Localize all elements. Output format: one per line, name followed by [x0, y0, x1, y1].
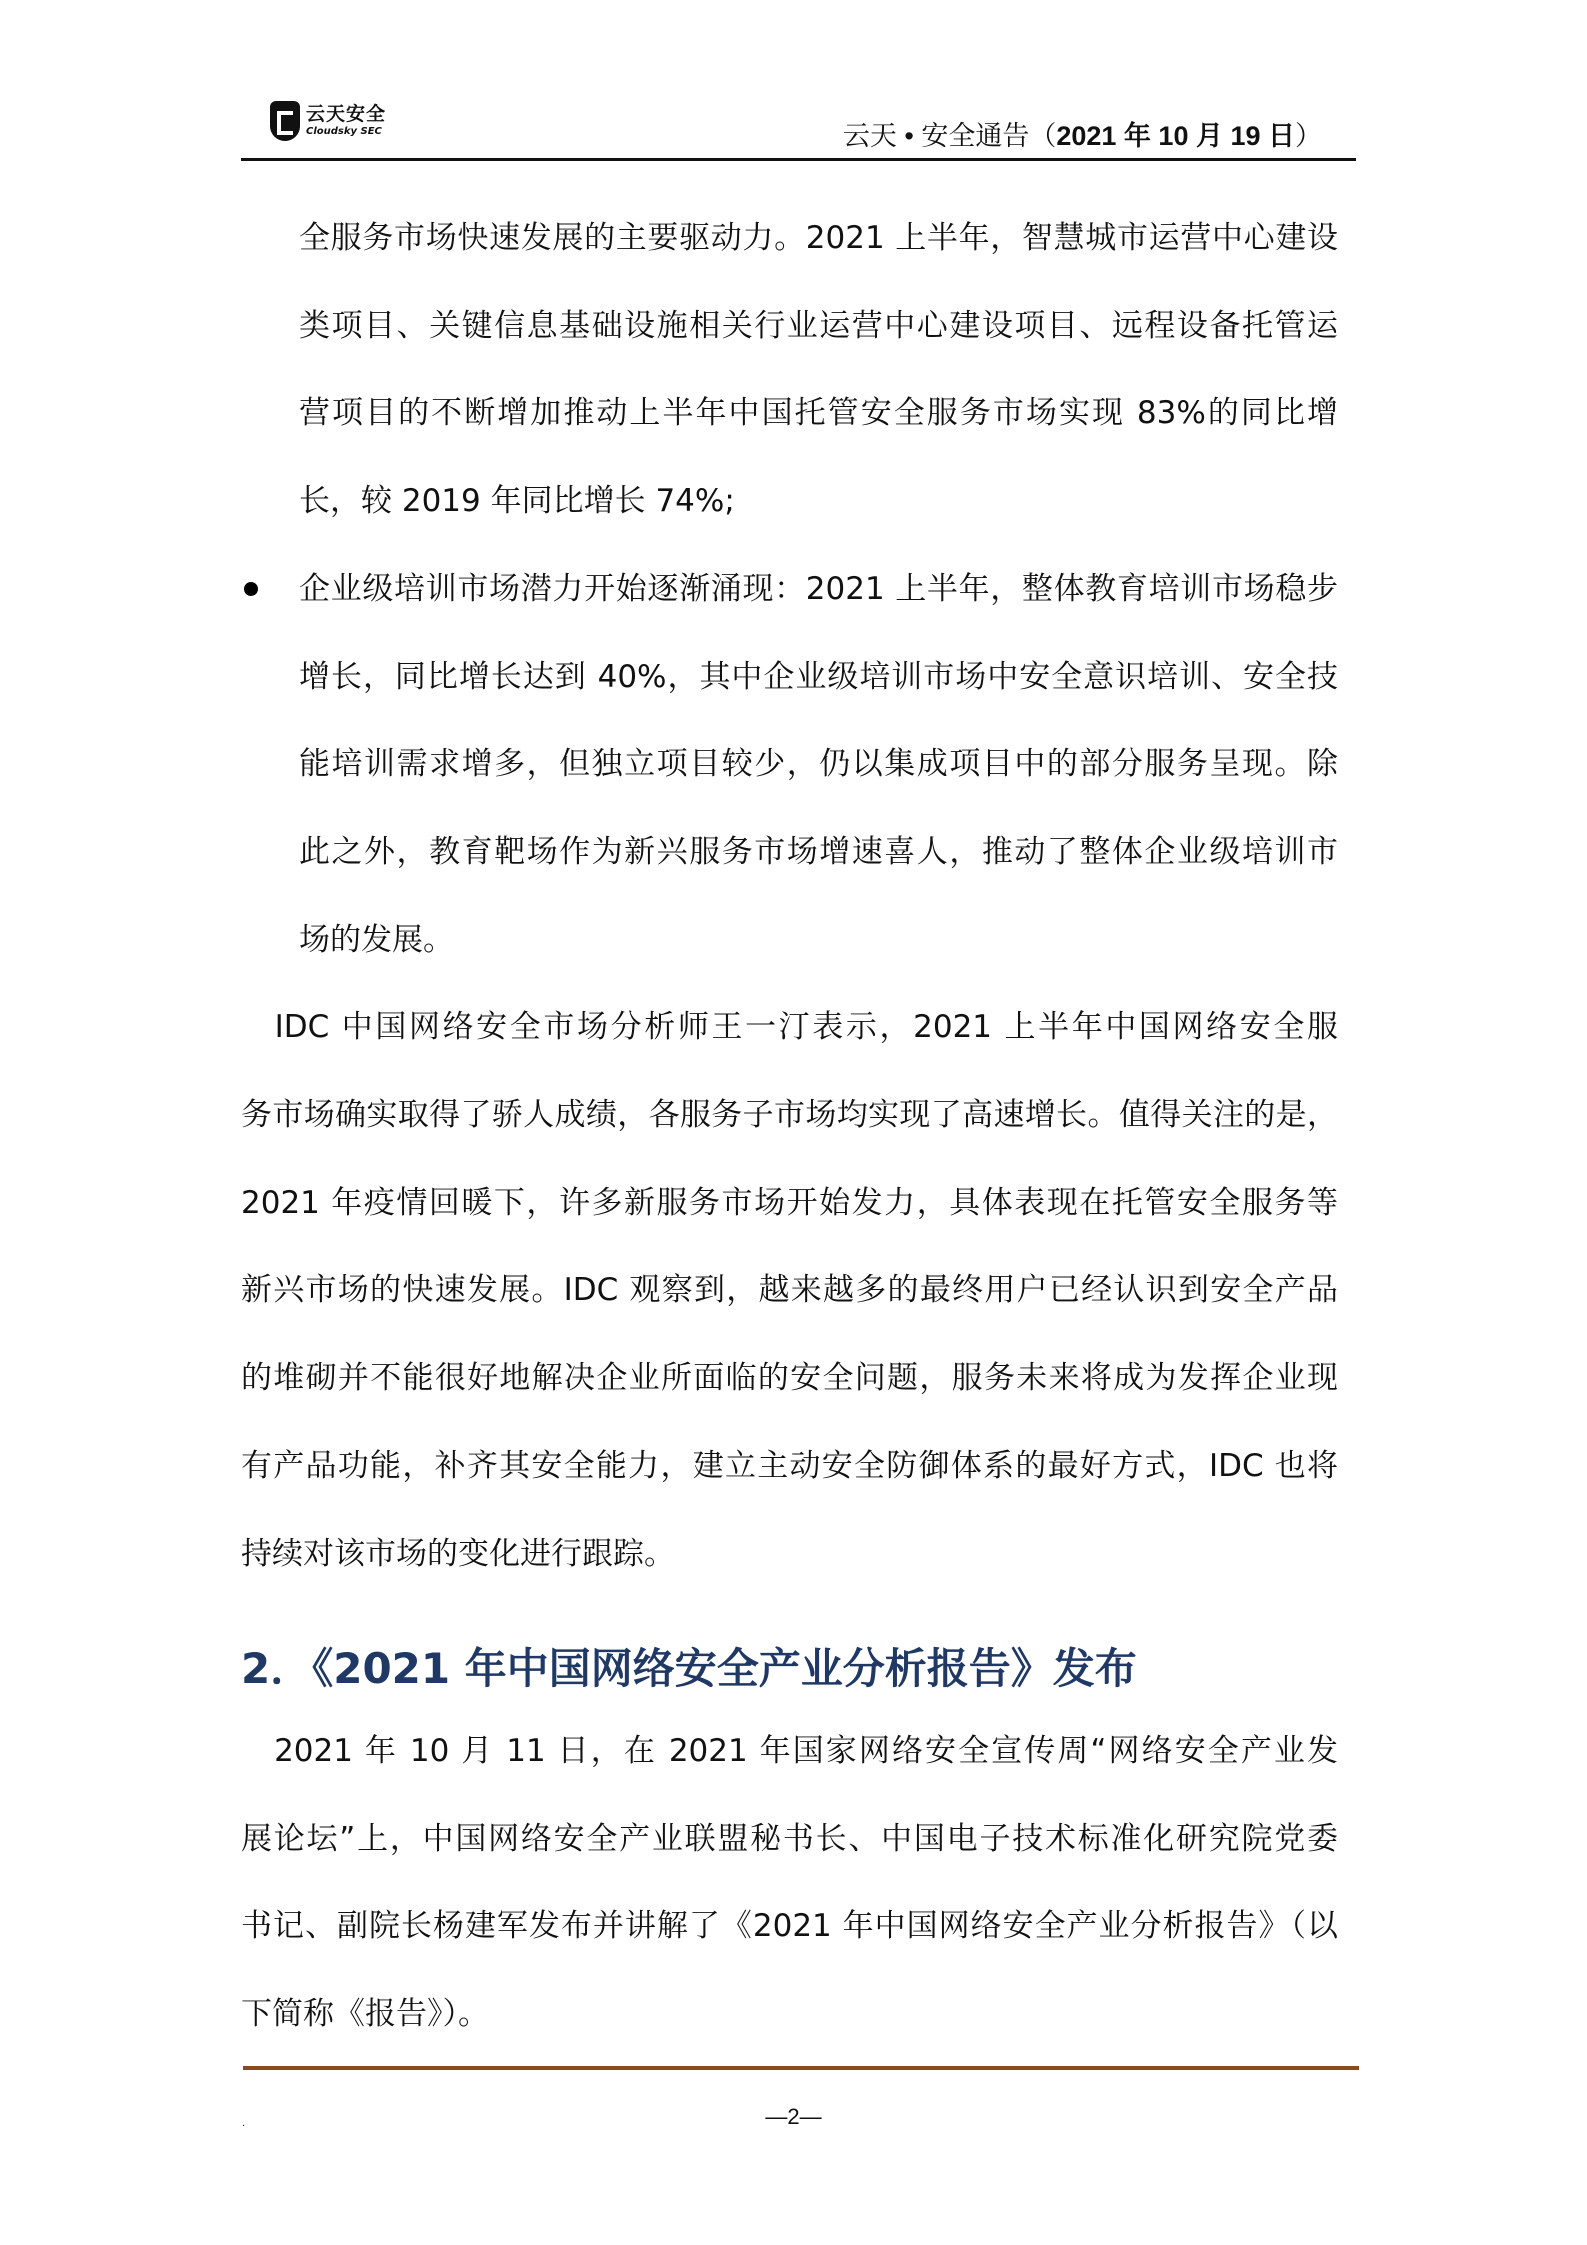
bullet1-line: 增长，同比增长达到 40%，其中企业级培训市场中安全意识培训、安全技 — [299, 658, 1338, 695]
para2-line: 2021 年疫情回暖下，许多新服务市场开始发力，具体表现在托管安全服务等 — [241, 1184, 1338, 1221]
para1-line: 全服务市场快速发展的主要驱动力。2021 上半年，智慧城市运营中心建设 — [299, 220, 1338, 256]
para2-line: 务市场确实取得了骄人成绩，各服务子市场均实现了高速增长。值得关注的是， — [241, 1097, 1338, 1133]
shield-logo-icon — [270, 101, 300, 141]
para3-line: 下简称《报告》）。 — [241, 1996, 489, 2033]
header-date: 2021 年 10 月 19 日 — [1056, 121, 1295, 151]
para1-line: 长，较 2019 年同比增长 74%; — [299, 483, 735, 520]
header-rule — [241, 158, 1356, 161]
bullet1-line: 场的发展。 — [299, 921, 454, 958]
para2-line: 有产品功能，补齐其安全能力，建立主动安全防御体系的最好方式，IDC 也将 — [241, 1447, 1338, 1484]
page-number: —2— — [765, 2104, 822, 2129]
bullet1-line: 此之外，教育靶场作为新兴服务市场增速喜人，推动了整体企业级培训市 — [299, 833, 1338, 870]
para2-line: 的堆砌并不能很好地解决企业所面临的安全问题，服务未来将成为发挥企业现 — [241, 1360, 1338, 1397]
para3-line: 2021 年 10 月 11 日，在 2021 年国家网络安全宣传周“网络安全产业发 — [241, 1733, 1338, 1769]
logo-cn: 云天安全 — [306, 103, 387, 125]
para3-line: 书记、副院长杨建军发布并讲解了《2021 年中国网络安全产业分析报告》（以 — [241, 1908, 1338, 1945]
para1-line: 营项目的不断增加推动上半年中国托管安全服务市场实现 83%的同比增 — [299, 395, 1338, 432]
section-heading: 2．《2021 年中国网络安全产业分析报告》发布 — [241, 1644, 1137, 1693]
bullet-icon — [244, 582, 258, 596]
footer-rule — [243, 2066, 1359, 2070]
bullet1-line: 企业级培训市场潜力开始逐渐涌现：2021 上半年，整体教育培训市场稳步 — [299, 570, 1338, 607]
header-title — [843, 114, 1322, 153]
para3-line: 展论坛”上，中国网络安全产业联盟秘书长、中国电子技术标准化研究院党委 — [241, 1820, 1338, 1857]
para2-line: 新兴市场的快速发展。IDC 观察到，越来越多的最终用户已经认识到安全产品 — [241, 1272, 1338, 1309]
header-title-suffix: ） — [1295, 121, 1322, 151]
para1-line: 类项目、关键信息基础设施相关行业运营中心建设项目、远程设备托管运 — [299, 307, 1338, 344]
footer-dot: . — [242, 2118, 246, 2129]
logo — [270, 100, 386, 142]
logo-en: Cloudsky SEC — [306, 126, 382, 137]
header-title-prefix: 云天 • 安全通告（ — [842, 121, 1057, 151]
para2-line: 持续对该市场的变化进行跟踪。 — [241, 1535, 675, 1572]
bullet1-line: 能培训需求增多，但独立项目较少，仍以集成项目中的部分服务呈现。除 — [299, 746, 1338, 783]
para2-line: IDC 中国网络安全市场分析师王一汀表示，2021 上半年中国网络安全服 — [241, 1009, 1338, 1046]
